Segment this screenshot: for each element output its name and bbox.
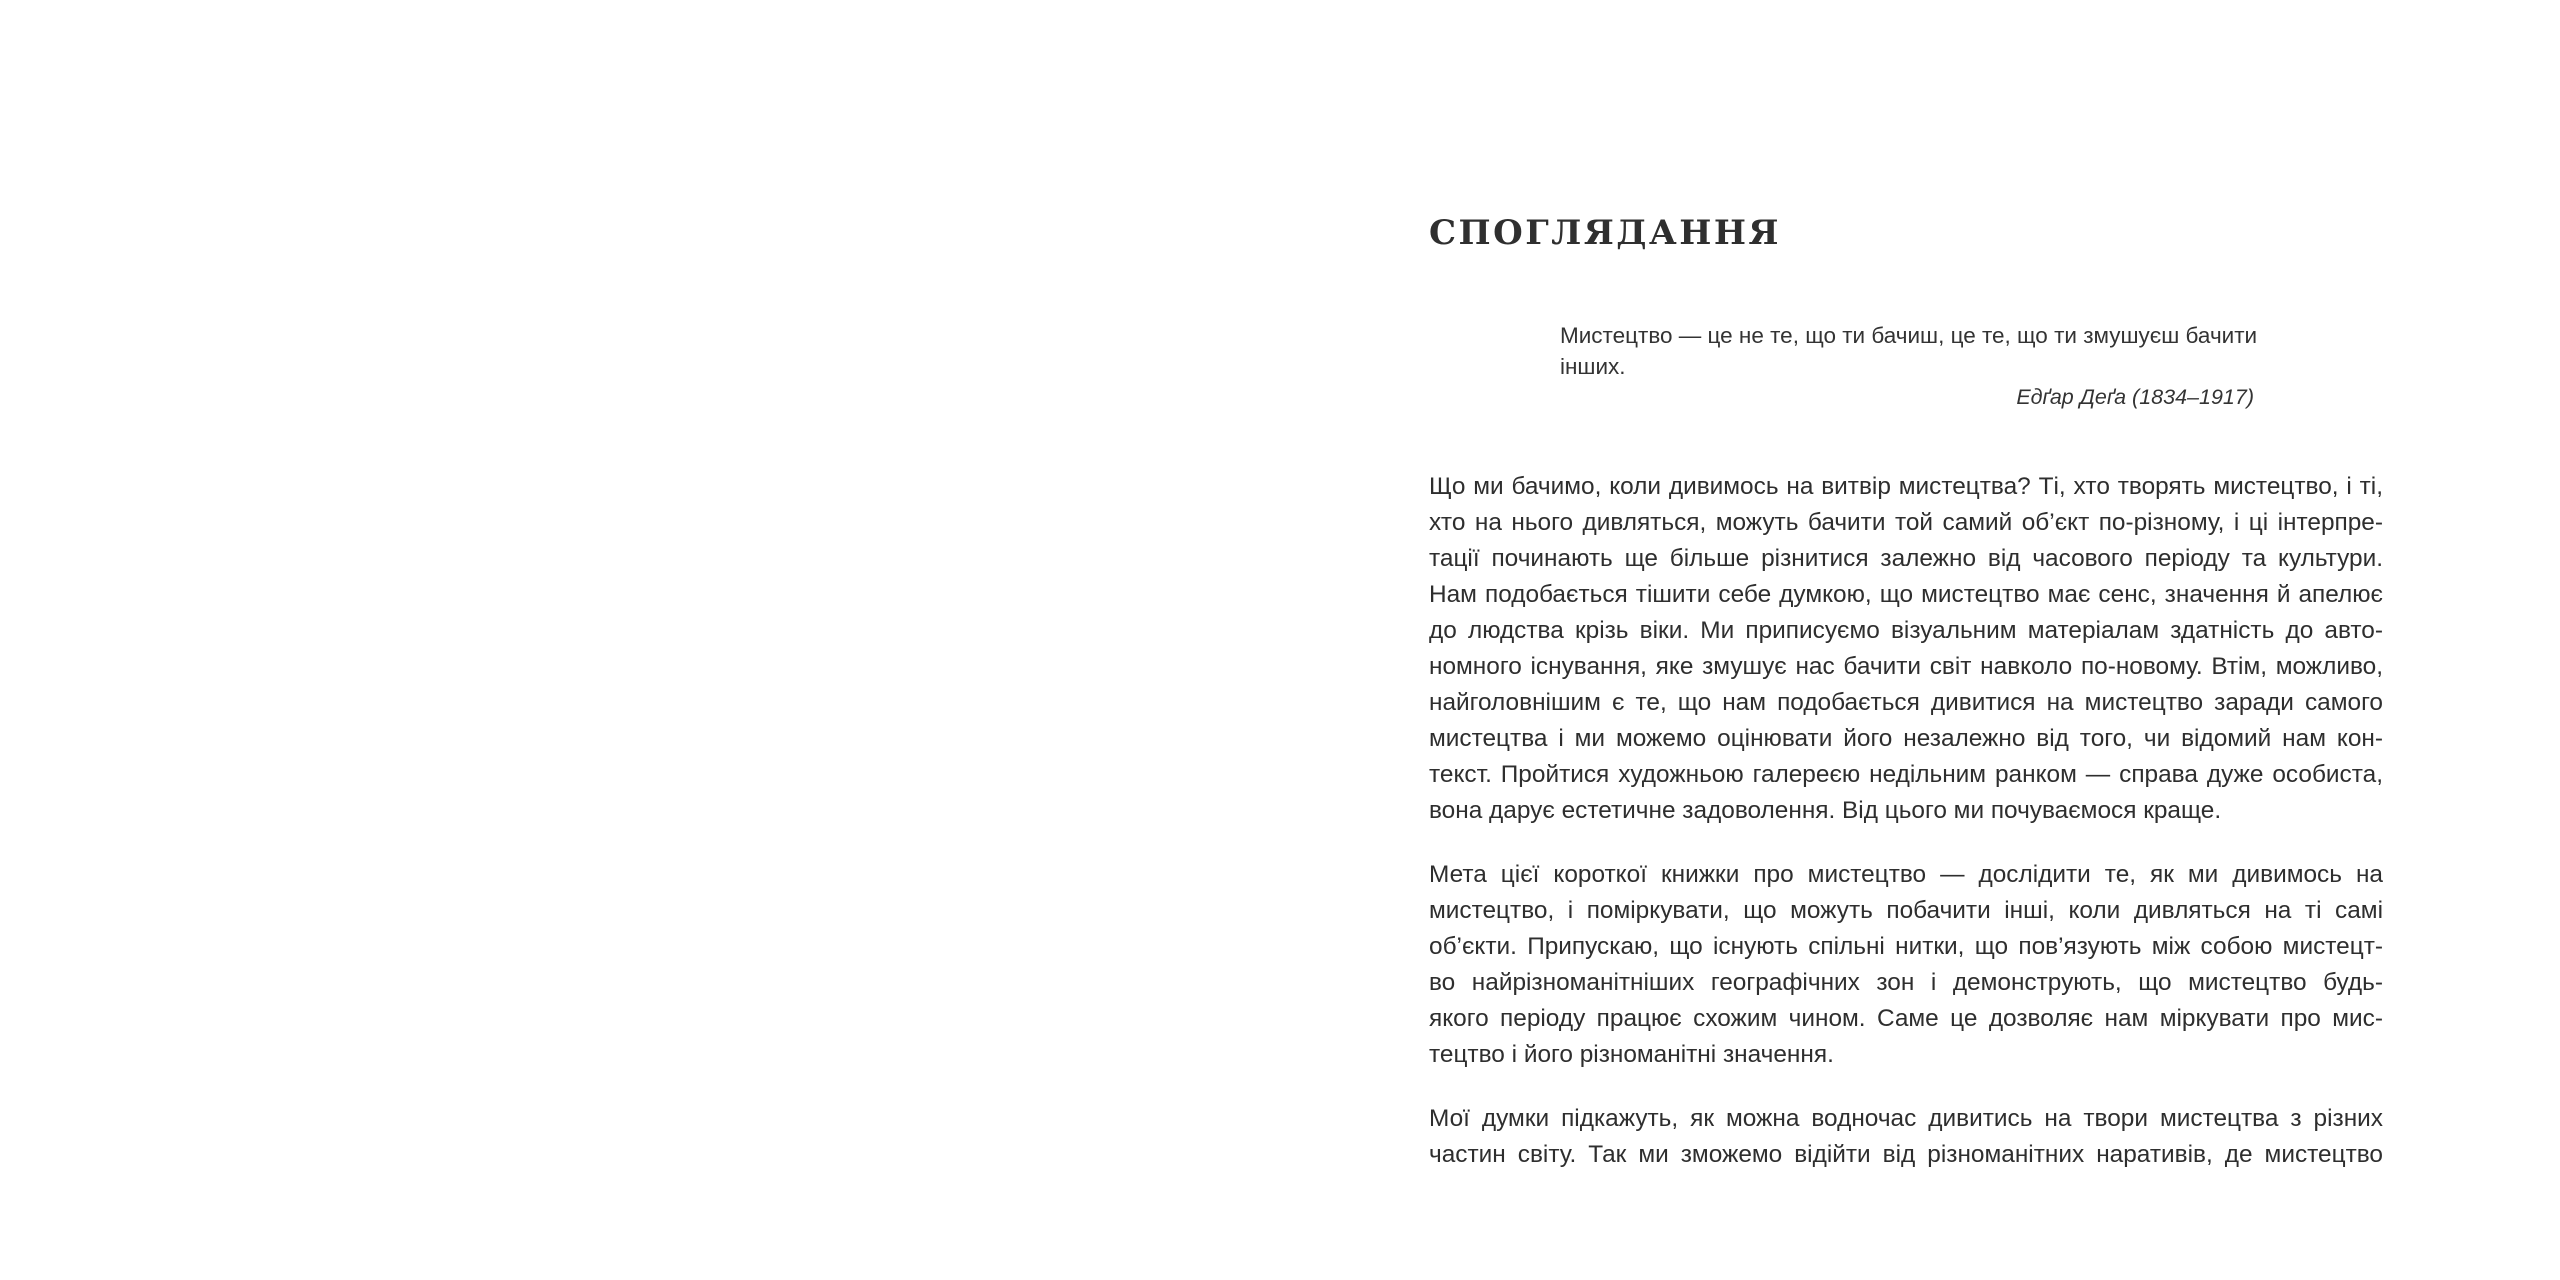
- text-line: найголовнішим є те, що нам подобається дивитися на мистецтво заради самого: [1429, 689, 2383, 716]
- text-line: вона дарує естетичне задоволення. Від цього ми почуваємося краще.: [1429, 797, 2222, 824]
- text-line: мистецтво, і поміркувати, що можуть побачити інші, коли дивляться на ті самі: [1429, 897, 2383, 924]
- paragraph-2: [1429, 857, 2383, 1073]
- text-line: Мої думки підкажуть, як можна водночас дивитись на твори мистецтва з різних: [1429, 1105, 2383, 1132]
- text-line: тації починають ще більше різнитися залежно від часового періоду та культури.: [1429, 545, 2383, 572]
- text-line: Нам подобається тішити себе думкою, що мистецтво має сенс, значення й апелює: [1429, 581, 2383, 608]
- text-line: Мета цієї короткої книжки про мистецтво — дослідити те, як ми дивимось на: [1429, 861, 2383, 888]
- text-line: текст. Пройтися художньою галереєю недільним ранком — справа дуже особиста,: [1429, 761, 2383, 788]
- epigraph-author: Едґар Деґа (1834–1917): [2016, 385, 2254, 409]
- text-line: до людства крізь віки. Ми приписуємо візуальним матеріалам здатність до авто-: [1429, 617, 2383, 644]
- body-text: [1429, 469, 2383, 1201]
- right-page: [1280, 0, 2560, 1280]
- text-line: номного існування, яке змушує нас бачити світ навколо по-новому. Втім, можливо,: [1429, 653, 2383, 680]
- text-line: хто на нього дивляться, можуть бачити той самий об’єкт по-різному, і ці інтерпре-: [1429, 509, 2383, 536]
- epigraph-quote-line: інших.: [1560, 354, 1626, 379]
- text-line: якого періоду працює схожим чином. Саме це дозволяє нам міркувати про мис-: [1429, 1005, 2383, 1032]
- text-line: Що ми бачимо, коли дивимось на витвір мистецтва? Ті, хто творять мистецтво, і ті,: [1429, 473, 2383, 500]
- epigraph: [1560, 320, 2258, 413]
- epigraph-quote-line: Мистецтво — це не те, що ти бачиш, це те, що ти змушуєш бачити: [1560, 323, 2258, 348]
- text-line: во найрізноманітніших географічних зон і демонструють, що мистецтво будь-: [1429, 969, 2383, 996]
- paragraph-1: [1429, 469, 2383, 829]
- text-line: мистецтва і ми можемо оцінювати його незалежно від того, чи відомий нам кон-: [1429, 725, 2383, 752]
- epigraph-quote: [1560, 320, 2258, 382]
- text-line: частин світу. Так ми зможемо відійти від різноманітних наративів, де мистецтво: [1429, 1141, 2383, 1168]
- paragraph-3: [1429, 1101, 2383, 1173]
- text-line: об’єкти. Припускаю, що існують спільні нитки, що пов’язують між собою мистецт-: [1429, 933, 2383, 960]
- chapter-title: СПОГЛЯДАННЯ: [1429, 213, 1781, 253]
- text-line: тецтво і його різноманітні значення.: [1429, 1041, 1834, 1068]
